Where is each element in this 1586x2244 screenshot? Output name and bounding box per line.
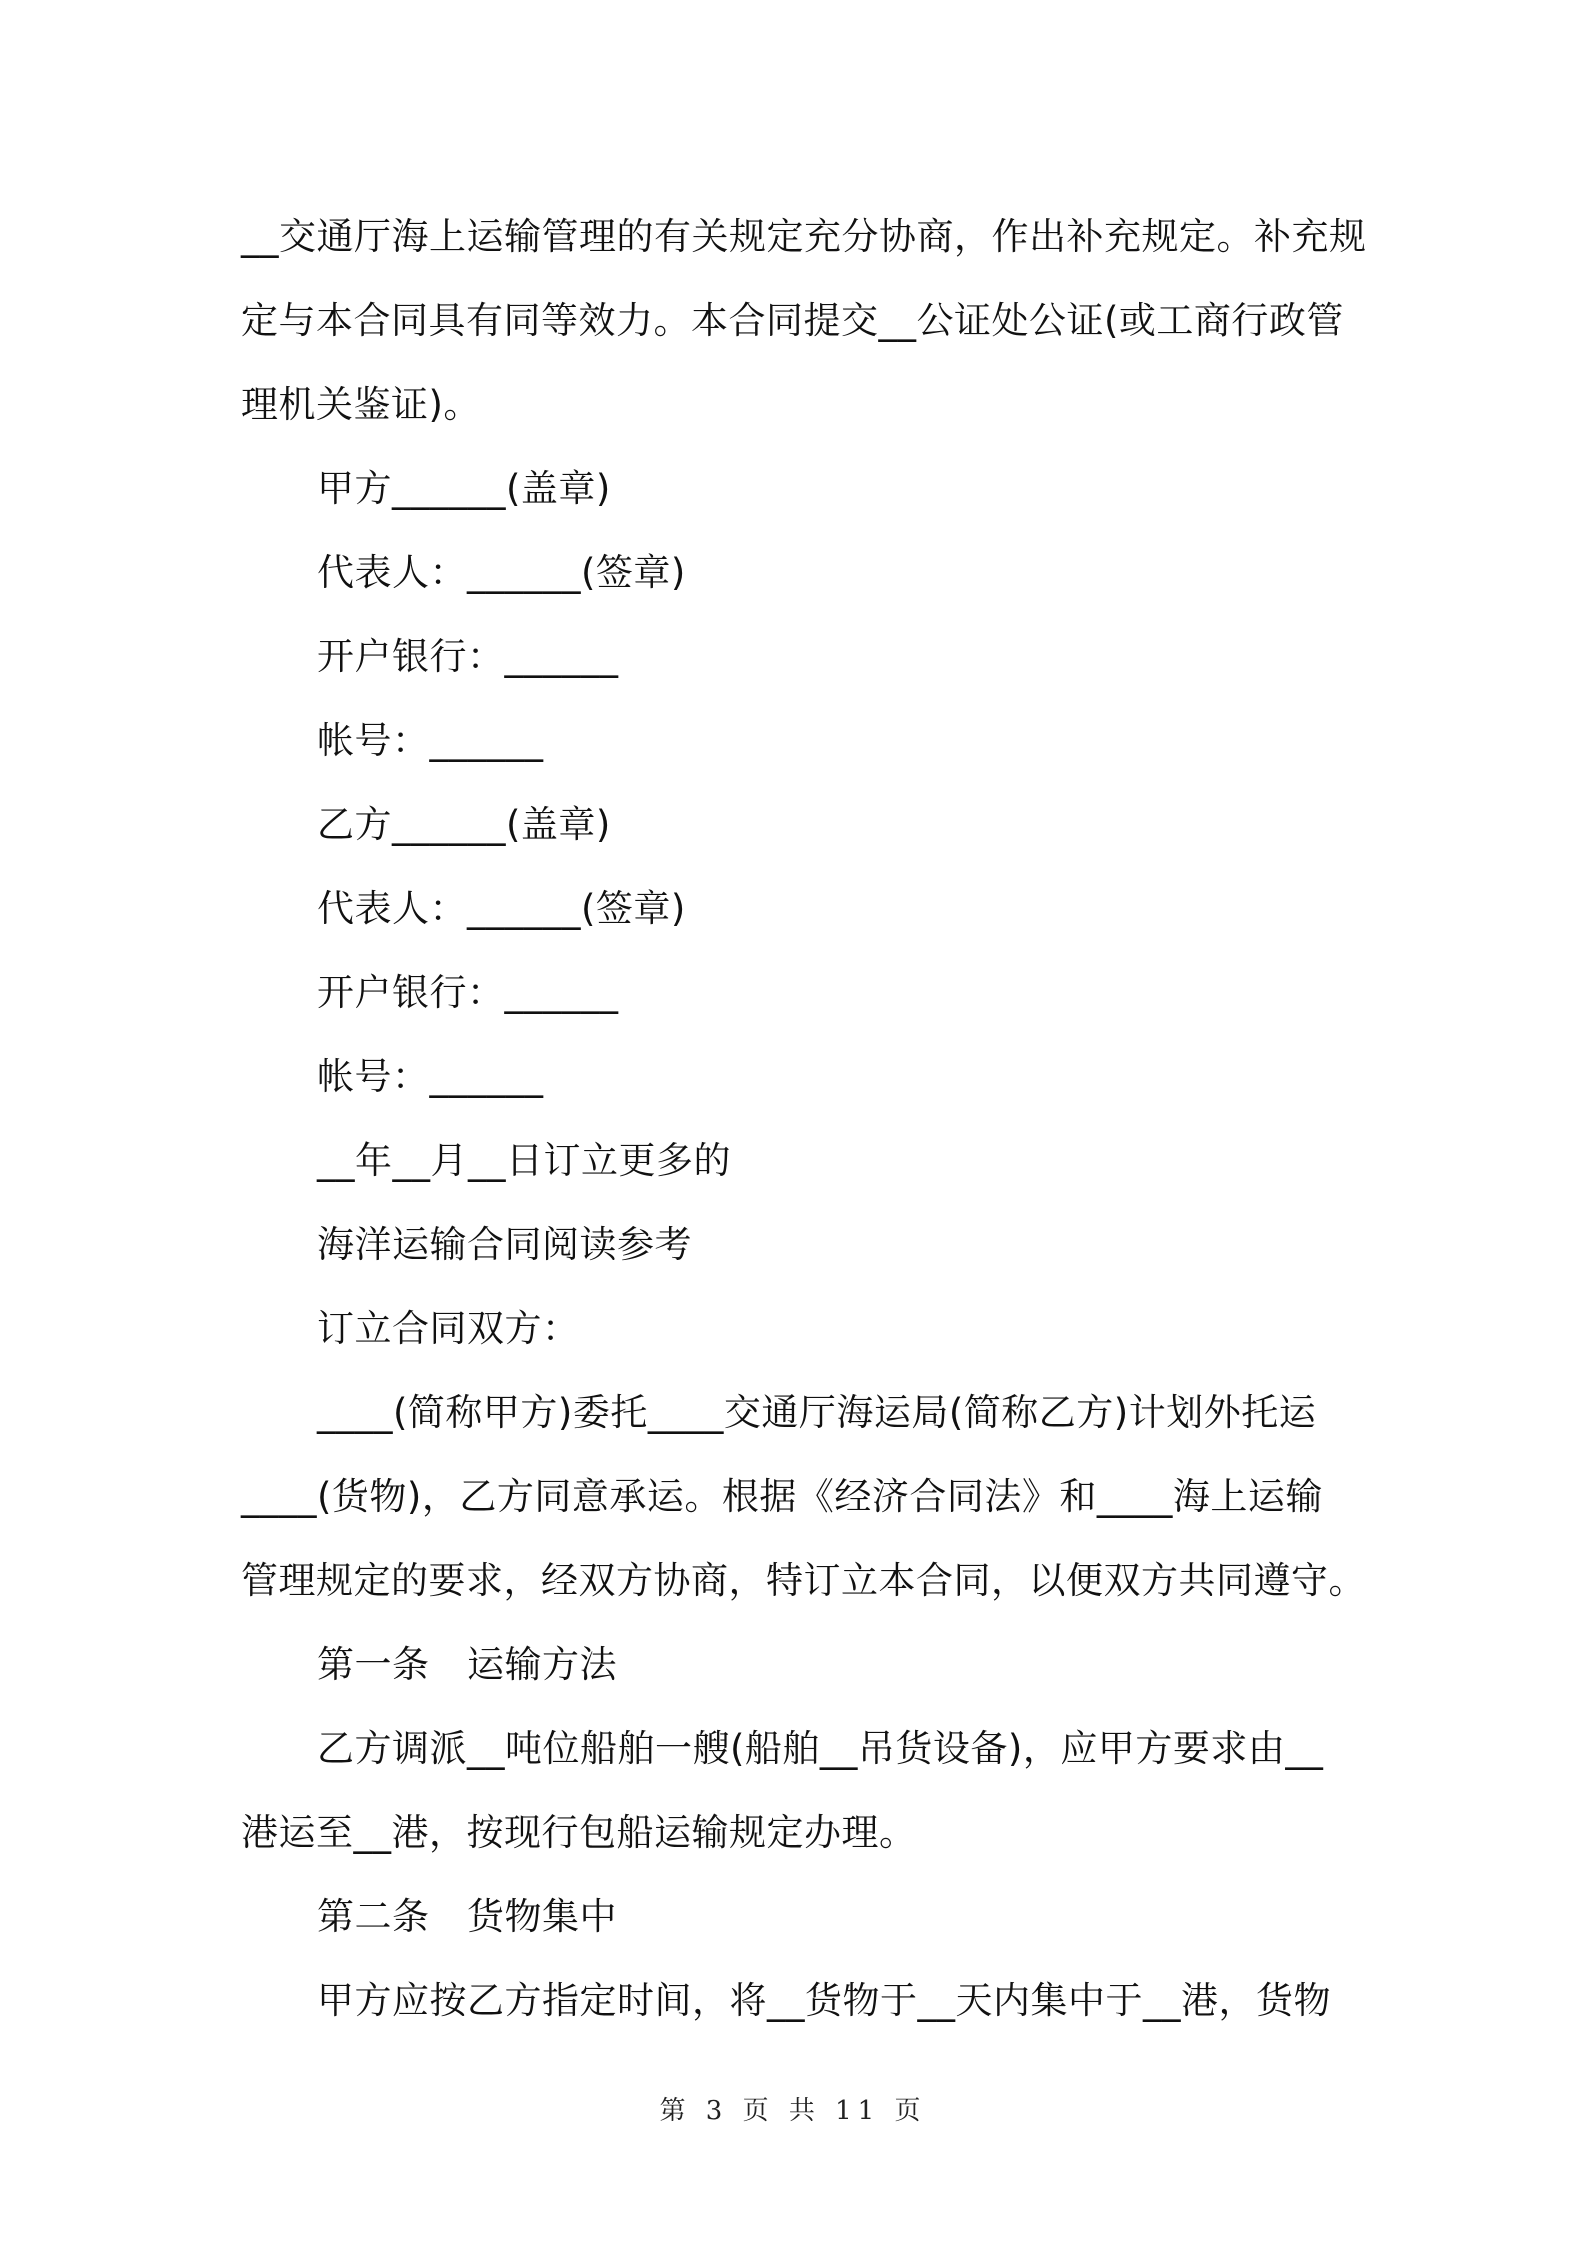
paragraph-line: ____(简称甲方)委托____交通厅海运局(简称乙方)计划外托运 — [317, 1391, 1317, 1434]
paragraph-line: ____(货物)，乙方同意承运。根据《经济合同法》和____海上运输 — [241, 1475, 1323, 1518]
contract-parties-label: 订立合同双方： — [317, 1307, 580, 1350]
party-a-seal-line: 甲方______(盖章) — [317, 467, 611, 510]
party-b-seal-line: 乙方______(盖章) — [317, 803, 611, 846]
paragraph-line: 甲方应按乙方指定时间，将__货物于__天内集中于__港，货物 — [317, 1979, 1331, 2022]
article-heading: 第二条 货物集中 — [317, 1895, 617, 1938]
paragraph-line: 管理规定的要求，经双方协商，特订立本合同，以便双方共同遵守。 — [241, 1559, 1366, 1602]
party-a-bank-line: 开户银行：______ — [317, 635, 619, 678]
section-heading: 海洋运输合同阅读参考 — [317, 1223, 692, 1266]
article-heading: 第一条 运输方法 — [317, 1643, 617, 1686]
paragraph-line: 理机关鉴证)。 — [241, 383, 481, 426]
paragraph-line: 乙方调派__吨位船舶一艘(船舶__吊货设备)，应甲方要求由__ — [317, 1727, 1324, 1770]
party-a-account-line: 帐号：______ — [317, 719, 544, 762]
paragraph-line: 定与本合同具有同等效力。本合同提交__公证处公证(或工商行政管 — [241, 299, 1344, 342]
document-body — [241, 195, 1367, 2043]
paragraph-line: __交通厅海上运输管理的有关规定充分协商，作出补充规定。补充规 — [241, 215, 1367, 258]
page-number-footer: 第 3 页 共 11 页 — [659, 2096, 927, 2126]
party-b-bank-line: 开户银行：______ — [317, 971, 619, 1014]
party-b-account-line: 帐号：______ — [317, 1055, 544, 1098]
paragraph-line: 港运至__港，按现行包船运输规定办理。 — [241, 1811, 917, 1854]
party-b-representative-line: 代表人：______(签章) — [317, 887, 686, 930]
party-a-representative-line: 代表人：______(签章) — [317, 551, 686, 594]
date-line: __年__月__日订立更多的 — [317, 1139, 731, 1182]
